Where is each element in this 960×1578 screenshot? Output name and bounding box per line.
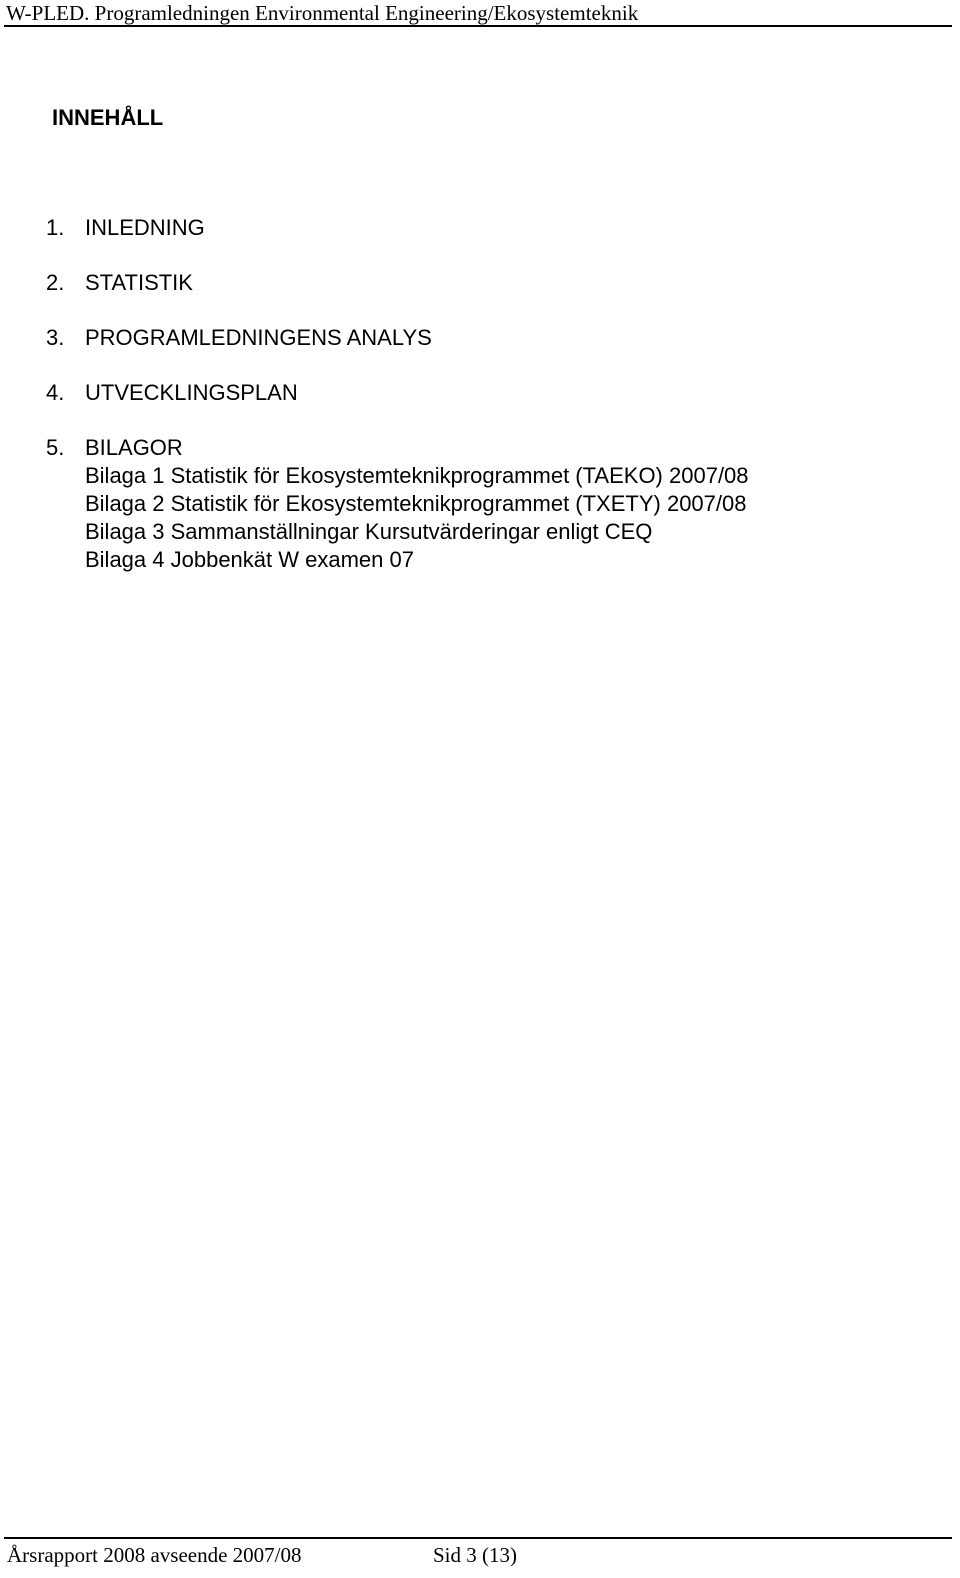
footer-report-title: Årsrapport 2008 avseende 2007/08: [7, 1543, 302, 1567]
toc-item-number: 5.: [46, 435, 65, 460]
header-divider: [4, 25, 952, 27]
toc-item-number: 4.: [46, 380, 65, 405]
toc-item-inledning: [46, 214, 749, 242]
toc-item-label: INLEDNING: [85, 215, 205, 240]
appendix-list: [46, 462, 749, 574]
toc-item-label: BILAGOR: [85, 435, 183, 460]
toc-item-utvecklingsplan: [46, 379, 749, 407]
appendix-item: Bilaga 2 Statistik för Ekosystemteknikprogrammet (TXETY) 2007/08: [85, 491, 747, 516]
toc-item-number: 3.: [46, 325, 65, 350]
toc-heading: INNEHÅLL: [52, 105, 164, 130]
table-of-contents: [46, 214, 749, 574]
toc-item-bilagor: [46, 434, 749, 574]
toc-item-label: STATISTIK: [85, 270, 193, 295]
toc-item-number: 2.: [46, 270, 65, 295]
toc-item-number: 1.: [46, 215, 65, 240]
toc-item-analys: [46, 324, 749, 352]
appendix-item: Bilaga 3 Sammanställningar Kursutvärderingar enligt CEQ: [85, 519, 653, 544]
page-header-title: W-PLED. Programledningen Environmental Engineering/Ekosystemteknik: [6, 1, 639, 25]
toc-item-statistik: [46, 269, 749, 297]
appendix-item: Bilaga 4 Jobbenkät W examen 07: [85, 547, 414, 572]
footer-page-number: Sid 3 (13): [433, 1543, 517, 1567]
appendix-item: Bilaga 1 Statistik för Ekosystemteknikprogrammet (TAEKO) 2007/08: [85, 463, 749, 488]
toc-item-label: UTVECKLINGSPLAN: [85, 380, 298, 405]
footer-divider: [4, 1537, 952, 1539]
toc-item-label: PROGRAMLEDNINGENS ANALYS: [85, 325, 432, 350]
